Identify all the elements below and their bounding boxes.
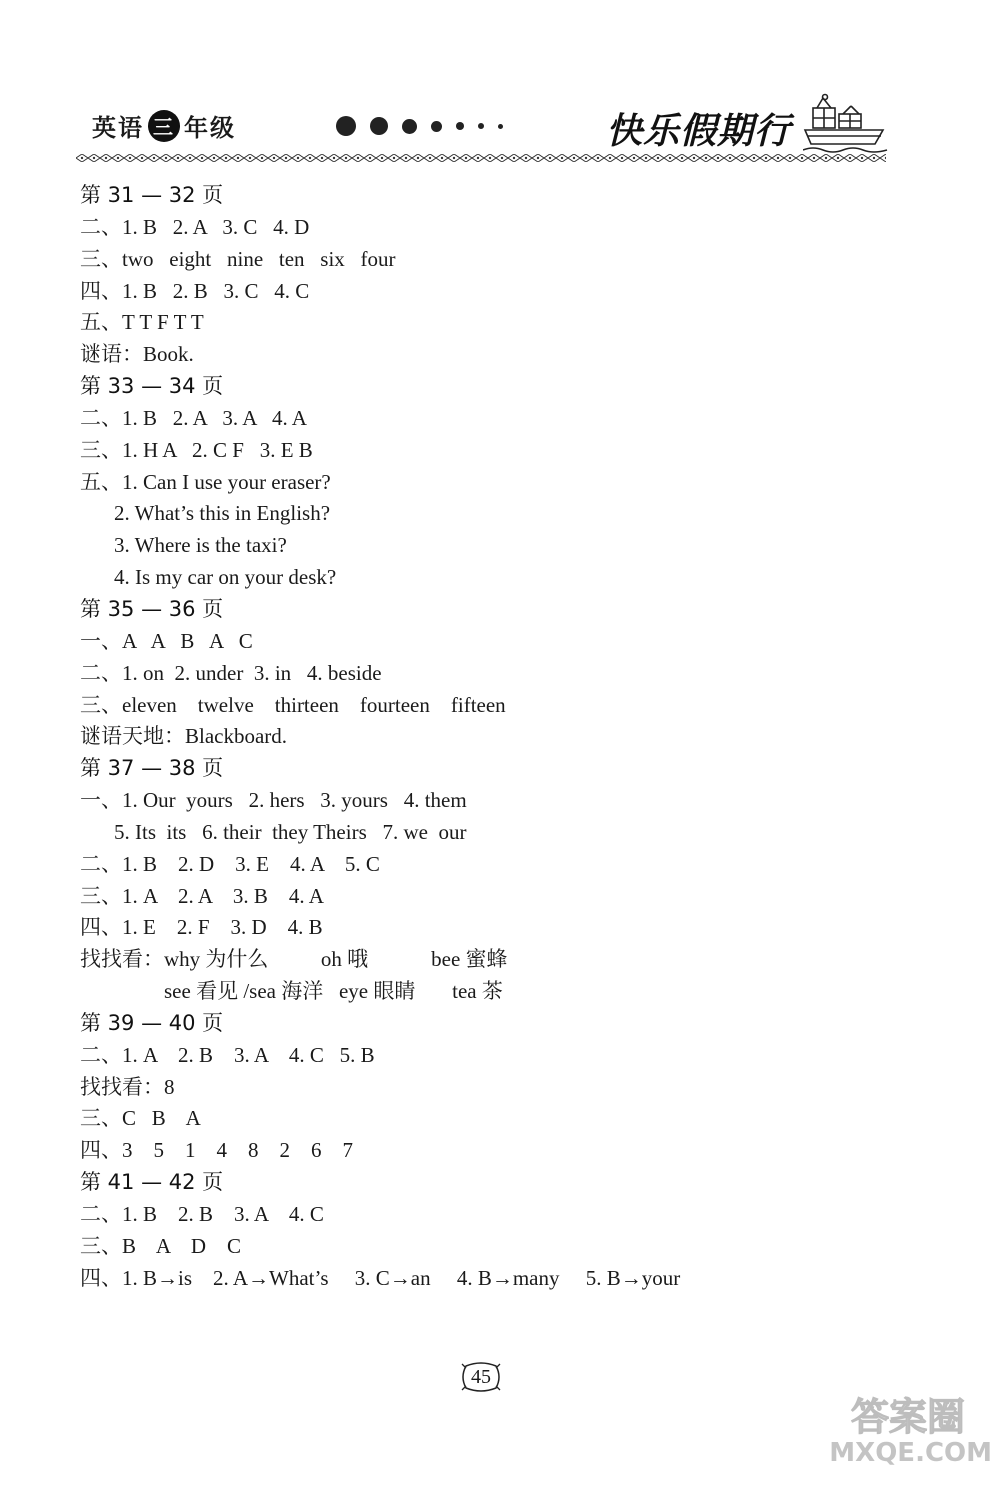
watermark (822, 1390, 992, 1480)
grade-word-text: 年级 (184, 114, 236, 142)
answer-line: 二、1. B 2. A 3. A 4. A (80, 405, 307, 430)
answer-line: 三、B A D C (80, 1233, 242, 1258)
answer-line: 二、1. B 2. D 3. E 4. A 5. C (80, 851, 380, 876)
subject-grade-label (92, 108, 236, 143)
section-heading: 第 41 — 42 页 (80, 1170, 224, 1195)
answer-content (80, 180, 920, 1295)
watermark-logo-icon (826, 1392, 990, 1438)
answer-line: 三、1. H A 2. C F 3. E B (80, 437, 313, 462)
page-number-text: 45 (471, 1366, 491, 1388)
answer-line: 五、1. Can I use your eraser? (80, 469, 331, 494)
header-divider (76, 154, 886, 162)
answer-line: 4. Is my car on your desk? (114, 565, 337, 590)
answer-line: 三、two eight nine ten six four (80, 246, 396, 271)
answer-line: 找找看：8 (80, 1074, 175, 1099)
answer-line: 三、C B A (80, 1106, 201, 1131)
grade-number-badge: 三 (148, 110, 180, 142)
watermark-logo-text: 答案圈 (850, 1395, 966, 1438)
answer-line: 四、3 5 1 4 8 2 6 7 (80, 1138, 353, 1163)
page-number (458, 1360, 504, 1394)
answer-line: 一、A A B A C (80, 628, 253, 653)
answer-line: 五、T T F T T (80, 310, 204, 335)
brand-title: 快乐假期行 (606, 111, 792, 152)
ship-icon (803, 92, 889, 154)
answer-line: 二、1. B 2. B 3. A 4. C (80, 1202, 324, 1226)
dot-icon (456, 122, 464, 130)
answer-line: 找找看：why 为什么 oh 哦 bee 蜜蜂 (80, 947, 508, 972)
answer-line: 谜语：Book. (80, 342, 194, 367)
answer-line: 一、1. Our yours 2. hers 3. yours 4. them (80, 788, 467, 813)
dot-icon (336, 116, 356, 136)
answer-line: 二、1. B 2. A 3. C 4. D (80, 214, 310, 239)
answer-line: 四、1. E 2. F 3. D 4. B (80, 915, 323, 940)
answer-line: 四、1. B 2. B 3. C 4. C (80, 278, 310, 303)
dot-icon (478, 123, 484, 129)
answer-line: 3. Where is the taxi? (114, 533, 287, 558)
dot-icon (370, 117, 388, 135)
answer-line: 2. What’s this in English? (114, 501, 331, 526)
section-heading: 第 39 — 40 页 (80, 1010, 224, 1035)
decorative-dots (336, 116, 517, 136)
section-heading: 第 33 — 34 页 (80, 374, 224, 399)
answer-line: 谜语天地：Blackboard. (80, 724, 288, 749)
section-heading: 第 31 — 32 页 (80, 183, 224, 207)
answer-line: 三、eleven twelve thirteen fourteen fifteen (80, 692, 506, 717)
watermark-url: MXQE.COM (829, 1438, 992, 1468)
section-heading: 第 35 — 36 页 (80, 596, 224, 621)
answer-line: 5. Its its 6. their they Theirs 7. we our (114, 819, 467, 844)
section-heading: 第 37 — 38 页 (80, 756, 224, 781)
dot-icon (402, 119, 417, 134)
answer-line: 四、1. B→is 2. A→What’s 3. C→an 4. B→many 5. B→your (80, 1265, 681, 1290)
dot-icon (498, 124, 503, 129)
subject-text: 英语 (92, 114, 144, 142)
answer-line: 二、1. A 2. B 3. A 4. C 5. B (80, 1042, 375, 1067)
dot-icon (431, 121, 442, 132)
answer-line: see 看见 /sea 海洋 eye 眼睛 tea 茶 (164, 979, 503, 1004)
page-header (0, 0, 1000, 170)
answer-line: 三、1. A 2. A 3. B 4. A (80, 883, 324, 908)
answer-line: 二、1. on 2. under 3. in 4. beside (80, 660, 382, 685)
